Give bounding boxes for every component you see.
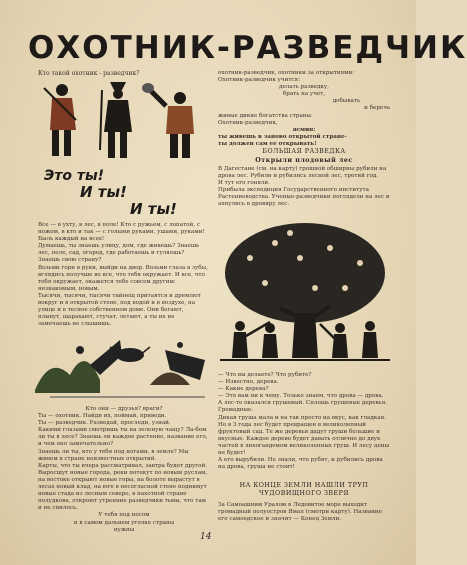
right-top-line: добывать <box>332 98 360 105</box>
pear-tree-woodcutters-illustration <box>220 218 390 368</box>
right-top-line: и беречь <box>364 105 390 112</box>
right-top-line: ясмин: <box>292 126 316 133</box>
dialogue-line: — Это вам ни к чему. Только знаем, что дрова — дрова. <box>218 393 384 400</box>
slogan-2: И ты! <box>80 183 127 201</box>
section1-paragraph: Дикая груша мала и на так просто на вкус, как гладкая. Но в 3 года лес будет превращен в великолепный фруктовый сад. Те же деревья дадут груши большие и вкусные. Каждое дерево будет давать отлично до двух частей в лихогандемом великолепных груш. И лесу цены не будет! <box>218 414 390 457</box>
right-top-line: Охотник-разведчик учится: <box>218 77 300 84</box>
right-top-line: живые дикие богатства страны. <box>218 112 313 119</box>
dialogue-line: — Известно, дерева. <box>218 379 279 386</box>
right-top-line: Охотник-разведчик, <box>218 119 278 126</box>
section1-body <box>218 166 390 216</box>
section1-dialogue <box>218 372 390 476</box>
left-bottom-line: У тебя под носом <box>98 512 150 519</box>
left-paragraph: Думаешь, ты знаешь улицу, дом, где живешь? Знаешь лес, поле, сад, огород, где работаешь и гуляешь? Знаешь свою страну? <box>38 243 200 264</box>
left-bottom-line: Ты — охотник. Найди их, поймай, приведи. <box>38 413 167 420</box>
left-bottom-line: нужны <box>113 526 135 533</box>
left-bottom-text <box>38 406 210 533</box>
section-heading-big-reconnaissance: БОЛЬШАЯ РАЗВЕДКА <box>262 148 346 155</box>
section2-body: За Самоашним Уралом в Ледовитое море выходит громадный полуостров Ямал (смотри карту). Название его самоедское и значит — Конец Земли. <box>218 502 382 523</box>
section1-paragraph: В Дагестане (см. на карту) грошной обширны рубили на дрова лес. Рубили и рубились лесной лес, третий год. <box>218 166 387 180</box>
slogan-3: И ты! <box>130 200 177 218</box>
left-paragraph: Все — в ухту, в лес, в поле! Кто с ружьем, с лопатой, с ножом, в кто и так — с голыми руками, ушами, руками! Быль каждый на всех! <box>38 222 205 243</box>
left-bottom-line: Кто они — друзья? враги? <box>85 406 163 412</box>
right-top-text <box>218 70 390 160</box>
page-title: ОХОТНИК-РАЗВЕДЧИК <box>28 30 467 66</box>
left-bottom-line: Какими глазами смотришь ты на зеленую чащу? Ла-бом ли ты в лесе? Знаешь ли каждое растение, название его, и чем оно замечательно? <box>38 427 208 448</box>
left-paragraph: Тысячи, тысячи, тысячи тайнещ притаятся и дремлют вокруг и в открытой стене, под водой и в воздухе, на улице и в тесное собственном доме. Они бегают, плывут, шарахают, стучат, летают, а ты их не замечаешь не слышишь. <box>38 292 201 328</box>
right-top-line: ты живешь в заново открытой стране- <box>218 133 347 140</box>
left-bottom-line: и в самом дальнем уголке страны <box>73 519 175 526</box>
plants-and-insects-illustration <box>30 335 210 405</box>
right-top-line: ты должен сам ее открывать! <box>218 140 317 147</box>
section-subheading-fruit-forest: Открыли плодовый лес <box>255 157 353 164</box>
left-bottom-line: Карты, что ты вчера рассматривал, завтра будет другой. Выросшут новые города, реки потекут по новым руслам, на востоке открыют новые горы, на болоте вырастут в лесах новый клад, на юге в несогласной стене поднимут новые стада из лесным северо, в пахотной стране полудкова, откроют утренние разведчики тьмы, что там и не снилось. <box>38 462 208 512</box>
left-bottom-line: Знаешь ли ты, кто у тебя под ногами, в земле? Мы живем в стране неизвестных открытий. <box>38 448 189 462</box>
right-top-line: делать разведку, <box>279 84 329 91</box>
slogan-1: Это ты! <box>44 168 105 184</box>
section-heading-monster-carcass: НА КОНЦЕ ЗЕМЛИ НАШЛИ ТРУП ЧУДОВИЩНОГО ЗВЕРЯ <box>239 482 369 497</box>
dialogue-line: — Какие дерева? <box>218 386 269 393</box>
section1-paragraph: Прибыла экспедиция Государственного института Растениеводства. Ученые-разведчики поглядели на лес и ахнулись в дровяру лес. <box>218 187 390 208</box>
section1-paragraph: А его вырубили. Не знали, что рубят, и рубились дрова на дрова, груша не стоит! <box>218 457 383 471</box>
left-intro: Кто такой охотник - разведчик? <box>38 70 140 77</box>
left-paragraph: Возьми горн в руки, выйди на двор. Возьми глаза в зубы, вглядись получше во все, что тебя окружает. И все, что тебя окружает, окажется тебе совсем другим: незнакомым, новым. <box>38 264 208 292</box>
page-number: 14 <box>200 532 212 542</box>
hunters-illustration <box>40 80 210 162</box>
left-body-text <box>38 222 208 336</box>
section1-paragraph: А лес-то оказался грушевый. Сплошь грушевые деревья. Громадные. <box>218 400 388 414</box>
right-top-line: брать на учет, <box>282 91 326 98</box>
dialogue-line: — Что вы делаете? Что рубите? <box>218 372 312 378</box>
left-bottom-line: Ты — разведчик. Разведай, проследи, узнай. <box>38 420 171 427</box>
right-top-line: охотник-разведчик, охотники за открытиями: <box>218 70 355 76</box>
section1-paragraph: И тут его гоняли. <box>218 180 270 187</box>
